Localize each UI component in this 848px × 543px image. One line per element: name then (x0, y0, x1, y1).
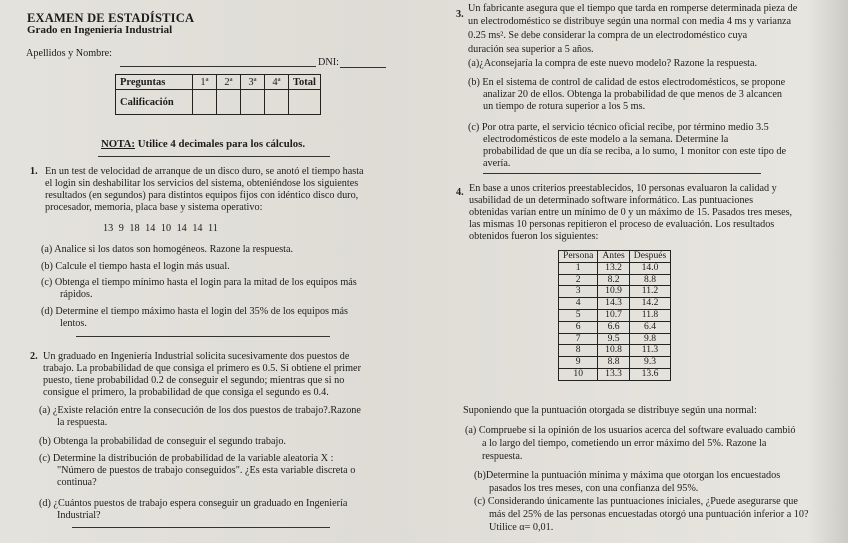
scores-before-cell: 13.2 (598, 262, 629, 274)
scores-after-cell: 9.3 (629, 357, 671, 369)
scores-before-cell: 9.5 (598, 333, 629, 345)
note-label: NOTA: (101, 138, 135, 150)
q2-answer-line (72, 527, 330, 528)
q2-text-line: consigue el primero, la probabilidad de que consiga el segundo es 0.4. (43, 387, 329, 398)
q3-text-line: duración sea superior a 5 años. (468, 44, 594, 55)
scores-after-cell: 8.8 (629, 274, 671, 286)
grade-header-q3: 3ª (241, 75, 265, 90)
q1-number: 1. (30, 166, 38, 177)
scores-person-cell: 2 (559, 274, 598, 286)
scores-row (559, 286, 671, 298)
q2-text-line: puesto, tiene probabilidad 0.2 de conseguir el segundo; mientras que si no (43, 375, 345, 386)
scores-person-cell: 1 (559, 262, 598, 274)
scores-before-cell: 10.7 (598, 309, 629, 321)
scores-before-cell: 13.3 (598, 368, 629, 380)
q2-text-line: Un graduado en Ingeniería Industrial solicita sucesivamente dos puestos de (43, 351, 350, 362)
q3-b-cont: analizar 20 de ellos. Obtenga la probabilidad de que menos de 3 alcancen (483, 89, 782, 100)
grade-cell (241, 90, 265, 115)
q3-b-cont: un tiempo de rotura superior a los 5 ms. (483, 101, 646, 112)
q1-c-cont: rápidos. (60, 289, 93, 300)
scores-row (559, 321, 671, 333)
scores-after-cell: 6.4 (629, 321, 671, 333)
q4-intro: Suponiendo que la puntuación otorgada se distribuye según una normal: (463, 405, 757, 416)
scores-row (559, 368, 671, 380)
q4-a-cont: a lo largo del tiempo, cometiendo un error máximo del 5%. Razone la (482, 438, 767, 449)
q3-b: (b) En el sistema de control de calidad de estos electrodomésticos, se propone (468, 77, 786, 88)
grade-row-label: Calificación (116, 90, 193, 115)
scores-header-after: Después (629, 251, 671, 263)
scores-row (559, 298, 671, 310)
q1-text-line: En un test de velocidad de arranque de un disco duro, se anotó el tiempo hasta (45, 166, 364, 177)
q4-a: (a) Compruebe si la opinión de los usuarios acerca del software evaluado cambió (465, 425, 796, 436)
q4-text-line: usabilidad de un determinado software informático. Las puntuaciones (469, 195, 754, 206)
grade-header-total: Total (289, 75, 321, 90)
scores-before-cell: 10.9 (598, 286, 629, 298)
scores-before-cell: 6.6 (598, 321, 629, 333)
q4-c-cont: Utilice α= 0,01. (489, 522, 554, 533)
q1-d: (d) Determine el tiempo máximo hasta el login del 35% de los equipos más (41, 306, 348, 317)
q2-a: (a) ¿Existe relación entre la consecución de los dos puestos de trabajo?.Razone (39, 405, 361, 416)
scores-after-cell: 11.3 (629, 345, 671, 357)
scores-before-cell: 8.2 (598, 274, 629, 286)
q4-text-line: En base a unos criterios preestablecidos, 10 personas evaluaron la calidad y (469, 183, 777, 194)
scores-person-cell: 4 (559, 298, 598, 310)
name-label: Apellidos y Nombre: (26, 48, 113, 59)
scores-person-cell: 6 (559, 321, 598, 333)
grade-cell (265, 90, 289, 115)
q1-b: (b) Calcule el tiempo hasta el login más usual. (41, 261, 230, 272)
q3-text-line: Un fabricante asegura que el tiempo que tarda en romperse determinada pieza de (468, 3, 798, 14)
scores-person-cell: 9 (559, 357, 598, 369)
q3-c-cont: probabilidad de que un día se reciba, a lo sumo, 1 monitor con este tipo de (483, 146, 786, 157)
grade-header-q1: 1ª (193, 75, 217, 90)
scores-row (559, 274, 671, 286)
q4-c: (c) Considerando únicamente las puntuaciones iniciales, ¿Puede asegurarse que (474, 496, 798, 507)
name-line (120, 66, 316, 67)
scores-person-cell: 5 (559, 309, 598, 321)
q2-c: (c) Determine la distribución de probabilidad de la variable aleatoria X : (39, 453, 334, 464)
scores-after-cell: 11.8 (629, 309, 671, 321)
q2-c-cont: continua? (57, 477, 97, 488)
exam-title: EXAMEN DE ESTADÍSTICA (27, 11, 195, 25)
grade-header-questions: Preguntas (116, 75, 193, 90)
q2-text-line: trabajo. La probabilidad de que consiga el primero es 0.5. Si obtiene el primer (43, 363, 361, 374)
scores-row (559, 262, 671, 274)
scores-after-cell: 9.8 (629, 333, 671, 345)
scores-person-cell: 8 (559, 345, 598, 357)
q3-a: (a)¿Aconsejaría la compra de este nuevo modelo? Razone la respuesta. (468, 58, 758, 69)
grade-cell (289, 90, 321, 115)
q3-number: 3. (456, 9, 464, 20)
scores-row (559, 357, 671, 369)
scores-after-cell: 11.2 (629, 286, 671, 298)
grade-header-q4: 4ª (265, 75, 289, 90)
q1-c: (c) Obtenga el tiempo mínimo hasta el login para la mitad de los equipos más (41, 277, 357, 288)
q1-text-line: procesador, memoria, placa base y sistema operativo: (45, 202, 263, 213)
q2-a-cont: la respuesta. (57, 417, 108, 428)
scores-table (558, 250, 671, 381)
grade-cell (193, 90, 217, 115)
q3-c-cont: electrodomésticos de este modelo a la semana. Determine la (483, 134, 729, 145)
q3-c-cont: avería. (483, 158, 511, 169)
scores-person-cell: 3 (559, 286, 598, 298)
q2-d-cont: Industrial? (57, 510, 101, 521)
grade-header-q2: 2ª (217, 75, 241, 90)
dni-line (340, 67, 386, 68)
note-text: Utilice 4 decimales para los cálculos. (137, 138, 306, 150)
dni-label: DNI: (318, 57, 339, 68)
q3-c: (c) Por otra parte, el servicio técnico oficial recibe, por término medio 3.5 (468, 122, 769, 133)
q4-b: (b)Determine la puntuación mínima y máxima que otorgan los encuestados (474, 470, 781, 481)
q4-b-cont: pasados los tres meses, con una confianza del 95%. (489, 483, 699, 494)
scores-row (559, 345, 671, 357)
scores-before-cell: 10.8 (598, 345, 629, 357)
scores-person-cell: 7 (559, 333, 598, 345)
scores-before-cell: 8.8 (598, 357, 629, 369)
q2-number: 2. (30, 351, 38, 362)
scores-header-before: Antes (598, 251, 629, 263)
q3-answer-line (483, 173, 761, 174)
note-underline (98, 156, 330, 157)
q4-number: 4. (456, 187, 464, 198)
q4-text-line: las mismas 10 personas repitieron el proceso de evaluación. Los resultados (469, 219, 775, 230)
scores-before-cell: 14.3 (598, 298, 629, 310)
q4-a-cont: respuesta. (482, 451, 523, 462)
q2-d: (d) ¿Cuántos puestos de trabajo espera conseguir un graduado en Ingeniería (39, 498, 348, 509)
grade-cell (217, 90, 241, 115)
q3-text-line: un electrodoméstico se distribuye según una normal con media 4 ms y varianza (468, 16, 792, 27)
scores-after-cell: 13.6 (629, 368, 671, 380)
q1-a: (a) Analice si los datos son homogéneos. Razone la respuesta. (41, 244, 294, 255)
q1-d-cont: lentos. (60, 318, 87, 329)
q4-text-line: obtenidas varían entre un mínimo de 0 y un máximo de 15. Pasados tres meses, (469, 207, 793, 218)
scores-person-cell: 10 (559, 368, 598, 380)
q2-c-cont: "Número de puestos de trabajo conseguidos". ¿Es esta variable discreta o (57, 465, 356, 476)
scores-after-cell: 14.0 (629, 262, 671, 274)
q3-text-line: 0.25 ms². Se debe considerar la compra de un electrodoméstico cuya (468, 30, 748, 41)
scores-after-cell: 14.2 (629, 298, 671, 310)
grade-table (115, 74, 321, 115)
page-edge-shadow (808, 0, 848, 543)
degree-name: Grado en Ingeniería Industrial (27, 24, 173, 36)
scores-row (559, 309, 671, 321)
q4-c-cont: más del 25% de las personas encuestadas otorgó una puntuación inferior a 10? (489, 509, 809, 520)
q1-answer-line (76, 336, 330, 337)
q2-b: (b) Obtenga la probabilidad de conseguir el segundo trabajo. (39, 436, 286, 447)
note (101, 138, 305, 150)
q1-text-line: el login sin deshabilitar los servicios del sistema, obteniéndose los siguientes (45, 178, 359, 189)
q1-data: 13 9 18 14 10 14 14 11 (103, 223, 218, 234)
q4-text-line: obtenidos fueron los siguientes: (469, 231, 599, 242)
scores-row (559, 333, 671, 345)
scores-header-person: Persona (559, 251, 598, 263)
q1-text-line: resultados (en segundos) para distintos equipos fijos con idéntico disco duro, (45, 190, 359, 201)
